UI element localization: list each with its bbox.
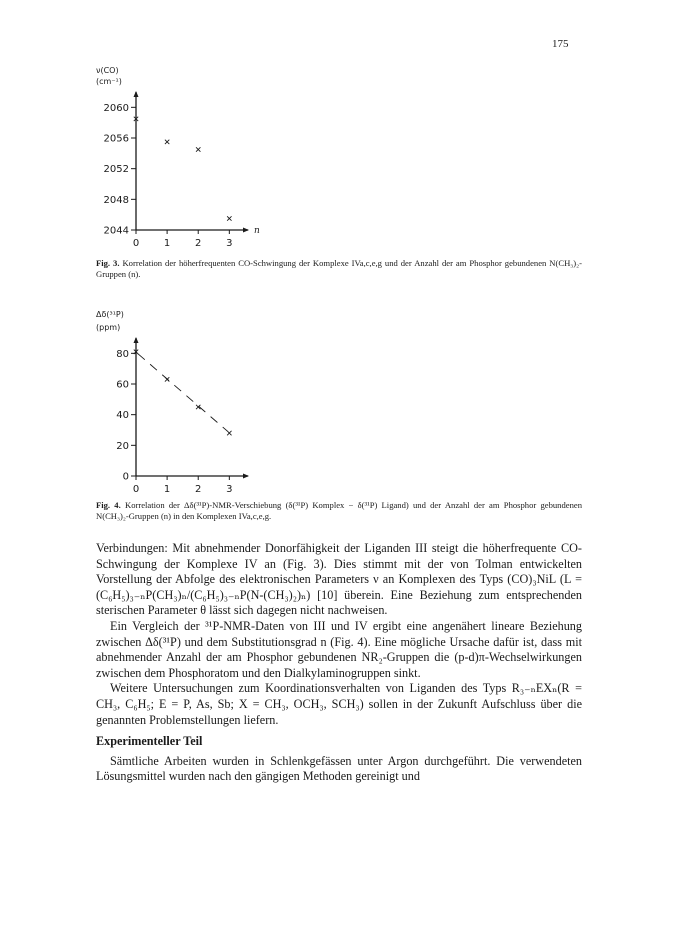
x-tick-label: 1 <box>163 484 171 495</box>
paragraph: Weitere Untersuchungen zum Koordinationsverhalten von Liganden des Typs R₃₋ₙEXₙ(R = CH₃, C₆H₅; E = P, As, Sb; X = CH₃, OCH₃, SCH₃) sollen in der Zukunft Aufschluss über die genannten Problemstellungen liefern. <box>96 681 582 727</box>
y-axis-arrow <box>134 337 139 343</box>
y-tick-label: 20 <box>116 440 129 452</box>
figure-4-caption <box>96 500 582 522</box>
caption-text: Korrelation der höherfrequenten CO-Schwingung der Komplexe IVa,c,e,g und der Anzahl der am Phosphor gebundenen N(CH₃)₂-Gruppen (n). <box>96 258 583 279</box>
y-axis-title: ν(CO) <box>96 66 119 75</box>
y-tick-label: 2060 <box>103 102 129 114</box>
caption-label: Fig. 3. <box>96 258 120 268</box>
data-point <box>165 377 169 381</box>
x-tick-label: 0 <box>132 484 140 495</box>
x-tick-label: 1 <box>163 238 171 249</box>
figure-3 <box>96 66 316 262</box>
body-text <box>96 541 582 785</box>
scatter-chart <box>96 310 316 506</box>
data-point <box>227 216 231 220</box>
y-axis-title: Δδ(³¹P) <box>96 310 124 319</box>
data-point <box>165 140 169 144</box>
y-tick-label: 60 <box>116 379 129 391</box>
trend-line <box>138 354 227 431</box>
x-tick-label: 2 <box>195 484 202 495</box>
y-tick-label: 2048 <box>103 194 129 206</box>
data-point <box>227 431 231 435</box>
y-tick-label: 2052 <box>103 164 129 176</box>
x-axis-label: n <box>254 226 260 236</box>
scatter-chart <box>96 66 316 262</box>
x-axis-arrow <box>243 474 249 479</box>
x-tick-label: 0 <box>132 238 140 249</box>
caption-label: Fig. 4. <box>96 500 121 510</box>
section-heading: Experimenteller Teil <box>96 734 203 749</box>
y-tick-label: 2044 <box>103 225 129 237</box>
caption-text: Korrelation der Δδ(³¹P)-NMR-Verschiebung (δ(³¹P) Komplex − δ(³¹P) Ligand) und der Anzahl der am Phosphor gebundenen N(CH₃)₂-Gruppen (n) in den Komplexen IVa,c,e,g. <box>96 500 582 521</box>
figure-4 <box>96 310 316 506</box>
page-number: 175 <box>552 38 569 50</box>
paragraph: Ein Vergleich der ³¹P-NMR-Daten von III und IV ergibt eine angenähert lineare Beziehung zwischen Δδ(³¹P) und dem Substitutionsgrad n (Fig. 4). Eine mögliche Ursache dafür ist, dass mit abnehmender Anzahl der am Phosphor gebundenen NR₂-Gruppen die (p-d)π-Wechselwirkungen zwischen dem Phosphoratom und den Dialkylaminogruppen sinkt. <box>96 618 582 680</box>
paragraph: Sämtliche Arbeiten wurden in Schlenkgefässen unter Argon durchgeführt. Die verwendeten Lösungsmittel wurden nach den gängigen Methoden gereinigt und <box>96 753 582 784</box>
y-axis-arrow <box>134 91 139 97</box>
figure-3-caption <box>96 258 582 280</box>
y-tick-label: 40 <box>116 410 129 422</box>
x-tick-label: 3 <box>226 484 233 495</box>
data-point <box>196 147 200 151</box>
x-tick-label: 3 <box>226 238 233 249</box>
y-tick-label: 0 <box>122 471 129 483</box>
x-axis-arrow <box>243 228 249 233</box>
y-axis-unit: (cm⁻¹) <box>96 77 122 86</box>
paragraph: Verbindungen: Mit abnehmender Donorfähigkeit der Liganden III steigt die höherfrequente CO-Schwingung der Komplexe IV an (Fig. 3). Dies stimmt mit der von Tolman entwickelten Vorstellung der Abfolge des elektronischen Parameters ν an Komplexen des Typs (CO)₃NiL (L = (C₆H₅)₃₋ₙP(CH₃)ₙ/(C₆H₅)₃₋ₙP(N-(CH₃)₂)ₙ) [10] überein. Eine Beziehung zum entsprechenden sterischen Parameter θ lässt sich dagegen nicht nachweisen. <box>96 541 582 618</box>
y-tick-label: 2056 <box>103 133 129 145</box>
y-axis-unit: (ppm) <box>96 323 121 332</box>
x-tick-label: 2 <box>195 238 202 249</box>
y-tick-label: 80 <box>116 348 129 360</box>
